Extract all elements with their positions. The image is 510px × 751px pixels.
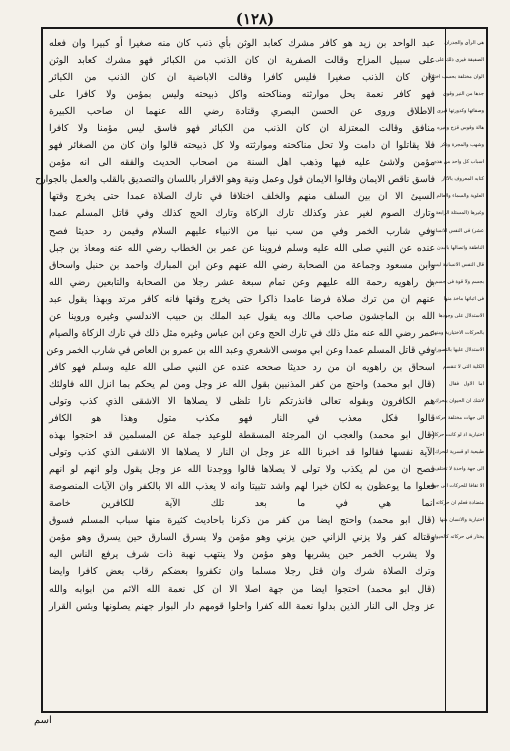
main-text-line: (قال ابو محمد) والعجب ان المرجئة المسقطة للوعيد جملة عن المسلمين قد احتجوا بهذه xyxy=(49,430,435,442)
margin-text-line: الوان مختلفة بحسب اختلاف xyxy=(426,74,484,81)
margin-text-line: كتابه المعروف بالآثار xyxy=(441,176,484,183)
main-text-line: (قال ابو محمد) واحتج ايضا من كفر من ذكرنا باحاديث كثيرة منها سباب المسلم فسوق xyxy=(49,515,435,527)
main-text-line: الاطلاق وروى عن الحسن البصري وقتادة رضي الله عنهما ان صاحب الكبيرة xyxy=(49,106,435,118)
margin-text-line: قال النفس الانسانية ليست xyxy=(428,261,484,268)
margin-text-line: اختيارية اذ لو كانت حركاته xyxy=(430,432,484,439)
text-frame xyxy=(35,27,488,713)
main-text-line: عز وجل الى النار الذين بدلوا نعمة الله كفرا واحلوا قومهم دار البوار جهنم يصلونها وبئس القرار xyxy=(49,600,435,612)
margin-text-line: وغيرها (المسئلة الرابعة xyxy=(435,210,484,217)
margin-text-line: الا تقافا للحركات الى جهات xyxy=(427,483,484,490)
main-text-line: وقتاله كفر ولا يزني الزاني حين يزني وهو مؤمن ولا يسرق السارق حين يسرق وهو مؤمن xyxy=(49,532,435,544)
margin-text-line: الكلية التي لا تنقسم xyxy=(443,363,484,370)
main-text-line: (قال ابو محمد) احتجوا ايضا من جهة اصلا الا ان كل نعمة الله الاثم من ابوابه والله xyxy=(49,583,435,595)
margin-text-line: عشر) في النفس الانسانية xyxy=(429,227,484,234)
margin-text-line: وشهب والمجرة وذكر xyxy=(440,142,484,149)
main-text-line: على سبيل المزاح وقالت الصفرية ان كان الذنب من الكبائر فهو مشرك كعابد الوثن xyxy=(49,55,435,67)
main-text-line: وابن مسعود وجماعة من الصحابة رضي الله عنهم وعن ابن المبارك واحمد بن حنبل واسحاق xyxy=(49,259,435,271)
main-text-line: عنهم ان من ترك صلاة فرضا عامدا ذاكرا حتى يخرج وقتها فانه كافر مرتد وبهذا يقول عبد xyxy=(49,293,435,305)
margin-text-line: هالة وقوس قزح وغيره xyxy=(437,125,484,132)
margin-text-line: بجسم ولا قوة في جسم وله xyxy=(426,278,484,285)
margin-text-line: في اثباتها ماخذ منها xyxy=(443,295,484,302)
main-text-line: وتارك الصوم لغير عذر وكذلك تارك الزكاة وتارك الحج كذلك وفي قاتل المسلم عمدا xyxy=(49,208,435,220)
main-text-line: فلا يقاتلوا ان دامت ولا تحل مناكحته وموارثته ولا كل ذبيحته قالوا وان كان من الصغائر فهو xyxy=(49,140,435,152)
margin-text-line: اما الاول فقال xyxy=(449,380,484,387)
main-text-line: عبد الواحد بن زيد هو كافر مشرك كعابد الوثن بأي ذنب كان منه صغيرا أو كبيرا وان فعله xyxy=(49,38,435,49)
main-text-line: (قال ابو محمد) واحتج من كفر المذنبين بقول الله عز وجل ومن لم يحكم بما انزل الله فاولئك xyxy=(49,378,435,390)
margin-text-line: هي الرأي والجدران xyxy=(444,40,484,46)
catchword: اسم xyxy=(34,715,52,726)
margin-text-line: الاستدلال على وجودها xyxy=(438,312,484,319)
page-number: (١٢٨) xyxy=(235,10,275,28)
main-text-line: انما هي في ما بعد تلك الآية للكافرين خاصة xyxy=(49,498,435,510)
margin-text-line: الصفيقة فيرى ذلك على xyxy=(435,57,484,64)
margin-text-line: الى جهة واحدة لا تختلف xyxy=(434,466,484,473)
main-text-line: عنده عن النبي صلى الله عليه وسلم فروينا عن عمر بن الخطاب رضي الله عنه ومعاذ بن جبل xyxy=(49,242,435,254)
margin-text-line: العلوية والسماء والعالم xyxy=(436,193,484,200)
main-text-line: وترك الصلاة شرك وان قتل رجلا مسلما وان تكفروا بعضكم رقاب بعض كافرا وايضا xyxy=(49,566,435,578)
margin-text-line: وصفائها وكدورتها فيرى xyxy=(436,108,484,115)
margin-text-line: اختيارية والانسان منها xyxy=(439,517,484,524)
main-text-line: هم الكافرون وبقوله تعالى فانذرتكم نارا تلظى لا يصلاها الا الاشقى الذي كذب وتولى xyxy=(49,395,435,407)
margin-text-line: الاستدلال عليها بالتصورات xyxy=(430,346,484,353)
main-text-line: بن راهويه رحمة الله عليهم وعن تمام سبعة عشر رجلا من الصحابة والتابعين رضي الله xyxy=(49,276,435,288)
main-text-line: الله بن الماجشون صاحب مالك وبه يقول عبد الملك بن حبيب الاندلسي وغيره وروينا عن xyxy=(49,310,435,322)
margin-text-line: لاشك ان الحيوان يتحرك xyxy=(434,397,484,404)
main-text-line: الآية نفسها فقالوا قد اخبرنا الله عز وجل ان النار لا يصلاها الا الاشقى الذي كذب وتولى xyxy=(49,447,435,459)
margin-text-line: اسباب كل واحد من هذه xyxy=(434,159,484,166)
main-text-line: قالوا فكل معذب في النار فهو مكذب متول وهذا هو الكافر xyxy=(49,413,435,425)
main-text-line: فهو كافر نعمة يحل موارثته ومناكحته واكل ذبيحته وليس بمؤمن ولا كافرا على xyxy=(49,89,435,101)
main-text-line: عمر رضي الله عنه مثل ذلك في تارك الحج وعن ابن عباس وغيره مثل ذلك في تارك الزكاة والصيام xyxy=(49,327,435,339)
main-text-line: مؤمن ولاشئ عليه فيها وذهب اهل السنة من اصحاب الحديث والفقه الى انه مؤمن xyxy=(49,157,435,169)
main-text-line: ولا يشرب الخمر حين يشربها وهو مؤمن ولا ينتهب نهبة ذات شرف يرفع الناس اليه xyxy=(49,549,435,561)
margin-text-line: جدها من النير وقوي xyxy=(442,91,484,98)
margin-text-line: متضادة فعلم ان حركاته xyxy=(435,500,484,507)
main-text-line: منافق وقالت المعتزلة ان كان الذنب من الكبائر فهو فاسق ليس مؤمنا ولا كافرا xyxy=(49,123,435,135)
margin-text-line: يختار في حركاته كالحيوان xyxy=(430,534,484,541)
main-text-line: فصح ان من لم يكذب ولا تولى لا يصلاها قالوا ووجدنا الله عز وجل يقول ولو انهم لو انهم xyxy=(49,464,435,476)
main-text-line: وفي شارب الخمر وفي من سب نبيا من الانبياء عليهم السلام وفيمن رد حديثا فصح xyxy=(49,225,435,237)
main-text-line: اسحاق بن راهويه ان من رد حديثا صححه عنده عن النبي صلى الله عليه وسلم فهو كافر xyxy=(49,361,435,373)
main-text-column xyxy=(35,29,441,711)
margin-commentary-column xyxy=(426,29,486,711)
margin-text-line: الى جهات مختلفة حركة xyxy=(435,415,484,422)
margin-text-line: طبيعية او قسرية لتحرك xyxy=(435,449,484,456)
main-text-line: السيئ الا ان بين السلف منهم والخلف اختلافا في تارك الصلاة عمدا حتى يخرج وقتها xyxy=(49,191,435,203)
margin-text-line: الناطقة واتصالها بالبدن xyxy=(437,244,484,251)
main-text-line: فعلوا ما يوعظون به لكان خيرا لهم واشد تثبيتا وانه لا يعذب الله الا بالكفر وان الآيات المنصوصة xyxy=(49,481,435,493)
main-text-line: وفي قاتل المسلم عمدا وعن ابي موسى الاشعري وعبد الله بن عمرو بن العاص في شارب الخمر وعن xyxy=(46,344,435,356)
main-text-line: وان كان الذنب صغيرا فليس كافرا وقالت الاباضية ان كان الذنب من الكبائر xyxy=(49,72,435,84)
margin-text-line: بالحركات الاختيارية ومنها xyxy=(432,329,484,336)
main-text-line: فاسق ناقص الايمان وقالوا الايمان قول وعمل ونية وهو الاقرار باللسان والتصديق بالقلب والعمل بالجوارح xyxy=(35,174,435,186)
